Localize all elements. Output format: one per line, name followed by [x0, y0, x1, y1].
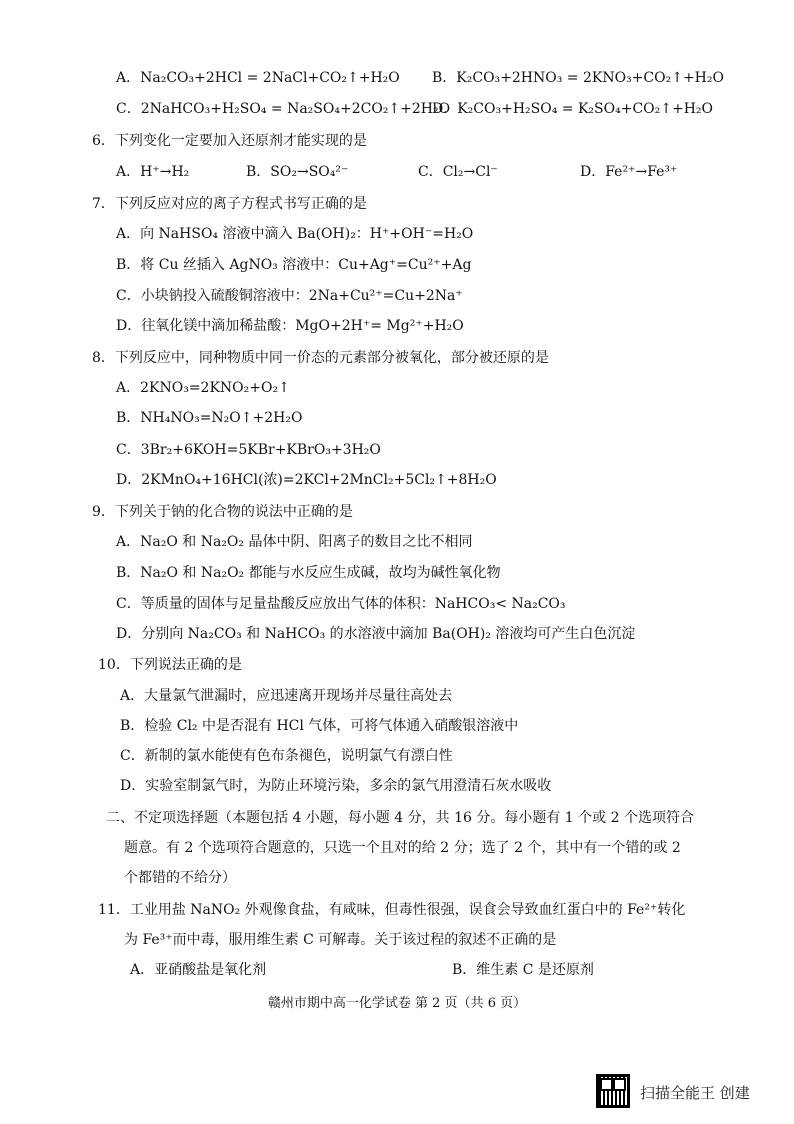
- q6-option-b: B．SO₂→SO₄²⁻: [246, 164, 349, 180]
- q6-option-c: C．Cl₂→Cl⁻: [418, 164, 498, 180]
- q9-option-a: A．Na₂O 和 Na₂O₂ 晶体中阴、阳离子的数目之比不相同: [116, 534, 473, 550]
- q11-option-a: A．亚硝酸盐是氧化剂: [130, 962, 267, 978]
- q9-stem: 9．下列关于钠的化合物的说法中正确的是: [92, 504, 353, 520]
- qr-code-icon: [596, 1074, 630, 1108]
- q6-option-d: D．Fe²⁺→Fe³⁺: [580, 164, 678, 180]
- q8-option-a: A．2KNO₃=2KNO₂+O₂↑: [116, 380, 290, 396]
- section2-heading: 二、不定项选择题（本题包括 4 小题，每小题 4 分，共 16 分。每小题有 1 个或 2 个选项符合: [106, 810, 694, 826]
- q5-option-b: B．K₂CO₃+2HNO₃ = 2KNO₃+CO₂↑+H₂O: [432, 70, 724, 86]
- q6-option-a: A．H⁺→H₂: [116, 164, 190, 180]
- q9-option-b: B．Na₂O 和 Na₂O₂ 都能与水反应生成碱，故均为碱性氧化物: [116, 565, 501, 581]
- q5-option-c: C．2NaHCO₃+H₂SO₄ = Na₂SO₄+2CO₂↑+2H₂O: [116, 101, 451, 117]
- q10-stem: 10．下列说法正确的是: [98, 657, 242, 673]
- q5-option-a: A．Na₂CO₃+2HCl = 2NaCl+CO₂↑+H₂O: [116, 70, 400, 86]
- scanner-watermark: 扫描全能王 创建: [640, 1084, 750, 1102]
- q7-option-a: A．向 NaHSO₄ 溶液中滴入 Ba(OH)₂：H⁺+OH⁻=H₂O: [116, 226, 474, 242]
- section2-instructions-line3: 个都错的不给分）: [124, 870, 236, 886]
- q8-option-d: D．2KMnO₄+16HCl(浓)=2KCl+2MnCl₂+5Cl₂↑+8H₂O: [116, 472, 497, 488]
- q10-option-c: C．新制的氯水能使有色布条褪色，说明氯气有漂白性: [120, 748, 453, 764]
- q8-option-c: C．3Br₂+6KOH=5KBr+KBrO₃+3H₂O: [116, 442, 381, 458]
- q9-option-d: D．分别向 Na₂CO₃ 和 NaHCO₃ 的水溶液中滴加 Ba(OH)₂ 溶液均可产生白色沉淀: [116, 626, 636, 642]
- q8-option-b: B．NH₄NO₃=N₂O↑+2H₂O: [116, 410, 303, 426]
- q8-stem: 8．下列反应中，同种物质中同一价态的元素部分被氧化，部分被还原的是: [92, 350, 549, 366]
- q11-stem-line1: 11．工业用盐 NaNO₂ 外观像食盐，有咸味，但毒性很强，误食会导致血红蛋白中的 Fe²⁺转化: [98, 902, 686, 918]
- q9-option-c: C．等质量的固体与足量盐酸反应放出气体的体积：NaHCO₃< Na₂CO₃: [116, 596, 566, 612]
- q7-option-b: B．将 Cu 丝插入 AgNO₃ 溶液中：Cu+Ag⁺=Cu²⁺+Ag: [116, 257, 472, 273]
- q6-stem: 6．下列变化一定要加入还原剂才能实现的是: [92, 133, 367, 149]
- section2-instructions-line2: 题意。有 2 个选项符合题意的，只选一个且对的给 2 分；选了 2 个，其中有一个错的或 2: [124, 840, 681, 856]
- q7-stem: 7．下列反应对应的离子方程式书写正确的是: [92, 196, 367, 212]
- q11-option-b: B．维生素 C 是还原剂: [452, 962, 594, 978]
- q5-option-d: D．K₂CO₃+H₂SO₄ = K₂SO₄+CO₂↑+H₂O: [432, 101, 714, 117]
- q10-option-b: B．检验 Cl₂ 中是否混有 HCl 气体，可将气体通入硝酸银溶液中: [120, 718, 519, 734]
- page-footer: 赣州市期中高一化学试卷 第 2 页（共 6 页）: [267, 996, 527, 1011]
- q7-option-c: C．小块钠投入硫酸铜溶液中：2Na+Cu²⁺=Cu+2Na⁺: [116, 288, 463, 304]
- q11-stem-line2: 为 Fe³⁺而中毒，服用维生素 C 可解毒。关于该过程的叙述不正确的是: [124, 932, 557, 948]
- q7-option-d: D．往氧化镁中滴加稀盐酸：MgO+2H⁺= Mg²⁺+H₂O: [116, 318, 464, 334]
- q10-option-a: A．大量氯气泄漏时，应迅速离开现场并尽量往高处去: [120, 688, 453, 704]
- q10-option-d: D．实验室制氯气时，为防止环境污染，多余的氯气用澄清石灰水吸收: [120, 778, 552, 794]
